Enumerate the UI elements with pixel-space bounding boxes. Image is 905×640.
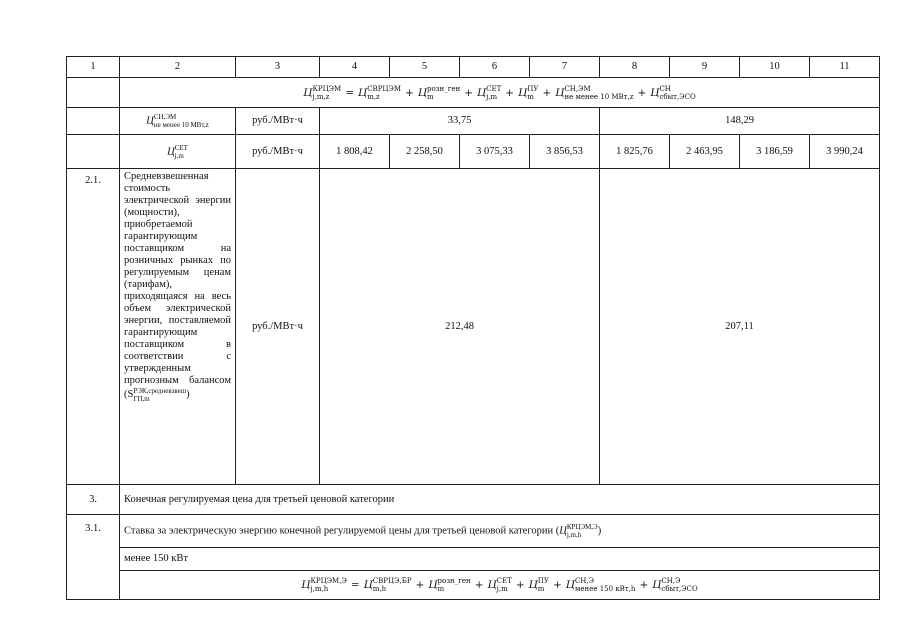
- table-row: [67, 108, 880, 135]
- row-number: 3.: [67, 485, 120, 515]
- power-category: менее 150 кВт: [120, 548, 880, 571]
- formula-operator: +: [552, 579, 562, 591]
- header-cell: 10: [740, 57, 810, 78]
- header-cell: 4: [320, 57, 390, 78]
- unit-cell: руб./МВт·ч: [236, 108, 320, 135]
- section-subtitle: Ставка за электрическую энергию конечной регулируемой цены для третьей ценовой категории (Ц КРЦЭМ,Э j,m,h ): [120, 515, 880, 548]
- unit-cell: руб./МВт·ч: [236, 169, 320, 485]
- value-cell: 207,11: [600, 169, 880, 485]
- value-cell: 148,29: [600, 108, 880, 135]
- formula-term: Ц СВРЦЭ,БР m,h: [363, 577, 412, 593]
- formula-lhs: Ц КРЦЭМ,Э j,m,h: [301, 577, 347, 593]
- column-number-row: [67, 57, 880, 78]
- formula-row: [67, 571, 880, 600]
- empty-cell: [67, 78, 120, 108]
- value-cell: 2 463,95: [670, 135, 740, 169]
- value-cell: 2 258,50: [390, 135, 460, 169]
- set-symbol: Ц СЕТ j,m: [120, 135, 236, 169]
- value-cell: 3 856,53: [530, 135, 600, 169]
- header-cell: 5: [390, 57, 460, 78]
- header-cell: 7: [530, 57, 600, 78]
- formula-term: Ц розн_ген m: [428, 577, 471, 593]
- empty-cell: [67, 135, 120, 169]
- formula-term: Ц СН,Э менее 150 кВт,h: [565, 577, 636, 593]
- header-cell: 3: [236, 57, 320, 78]
- formula-operator: +: [415, 579, 425, 591]
- value-cell: 1 825,76: [600, 135, 670, 169]
- row-number: 2.1.: [67, 169, 120, 485]
- formula-operator: +: [639, 579, 649, 591]
- value-cell: 3 990,24: [810, 135, 880, 169]
- formula-term: Ц СЕТ j,m: [487, 577, 512, 593]
- tariff-table: [66, 56, 880, 600]
- empty-cell: [67, 108, 120, 135]
- header-cell: 11: [810, 57, 880, 78]
- formula-term: Ц ПУ m: [528, 577, 549, 593]
- formula-operator: =: [345, 86, 355, 99]
- row-description: Средневзвешенная стоимость электрической энергии (мощности), приобретаемой гарантирующим поставщиком на розничных рынках по регулируемым ценам (тарифам), приходящаяся на весь объем электрической энергии, поставляемой гарантирующим поставщиком в соответствии с утвержденным прогнозным балансом (S РЭК,средневзвеш ГП,m ): [120, 169, 236, 485]
- table-row: [67, 169, 880, 485]
- formula-term: Ц розн_ген m: [417, 84, 461, 101]
- section-title: Конечная регулируемая цена для третьей ценовой категории: [120, 485, 880, 515]
- unit-cell: руб./МВт·ч: [236, 135, 320, 169]
- formula-operator: +: [505, 86, 515, 99]
- value-cell: 3 186,59: [740, 135, 810, 169]
- formula-term: Ц СЕТ j,m: [476, 84, 502, 101]
- table-row: [67, 135, 880, 169]
- formula-operator: +: [474, 579, 484, 591]
- formula-term: Ц СН,ЭМ не менее 10 МВт,z: [555, 84, 634, 101]
- formula-operator: +: [637, 86, 647, 99]
- formula-operator: +: [542, 86, 552, 99]
- formula-row: [67, 78, 880, 108]
- table-row: [67, 548, 880, 571]
- header-cell: 6: [460, 57, 530, 78]
- value-cell: 33,75: [320, 108, 600, 135]
- table-row: [67, 515, 880, 548]
- table-row: [67, 485, 880, 515]
- row-number: 3.1.: [67, 515, 120, 600]
- formula-operator: +: [405, 86, 414, 99]
- header-cell: 8: [600, 57, 670, 78]
- price-formula: [120, 78, 880, 108]
- value-cell: 212,48: [320, 169, 600, 485]
- formula-operator: +: [515, 579, 525, 591]
- value-cell: 3 075,33: [460, 135, 530, 169]
- value-cell: 1 808,42: [320, 135, 390, 169]
- formula-term: Ц СВРЦЭМ m,z: [358, 84, 402, 101]
- header-cell: 2: [120, 57, 236, 78]
- cn-symbol: Ц СН,ЭМ не менее 10 МВт,z: [120, 108, 236, 135]
- formula-term: Ц ПУ m: [518, 84, 539, 101]
- header-cell: 9: [670, 57, 740, 78]
- formula-lhs: Ц КРЦЭМ j,m,z: [303, 84, 342, 101]
- price-formula: [120, 571, 880, 600]
- formula-term: Ц СН сбыт,ЭСО: [650, 84, 696, 101]
- formula-operator: +: [464, 86, 473, 99]
- header-cell: 1: [67, 57, 120, 78]
- formula-operator: =: [350, 579, 360, 591]
- formula-term: Ц СН,Э сбыт,ЭСО: [652, 577, 698, 593]
